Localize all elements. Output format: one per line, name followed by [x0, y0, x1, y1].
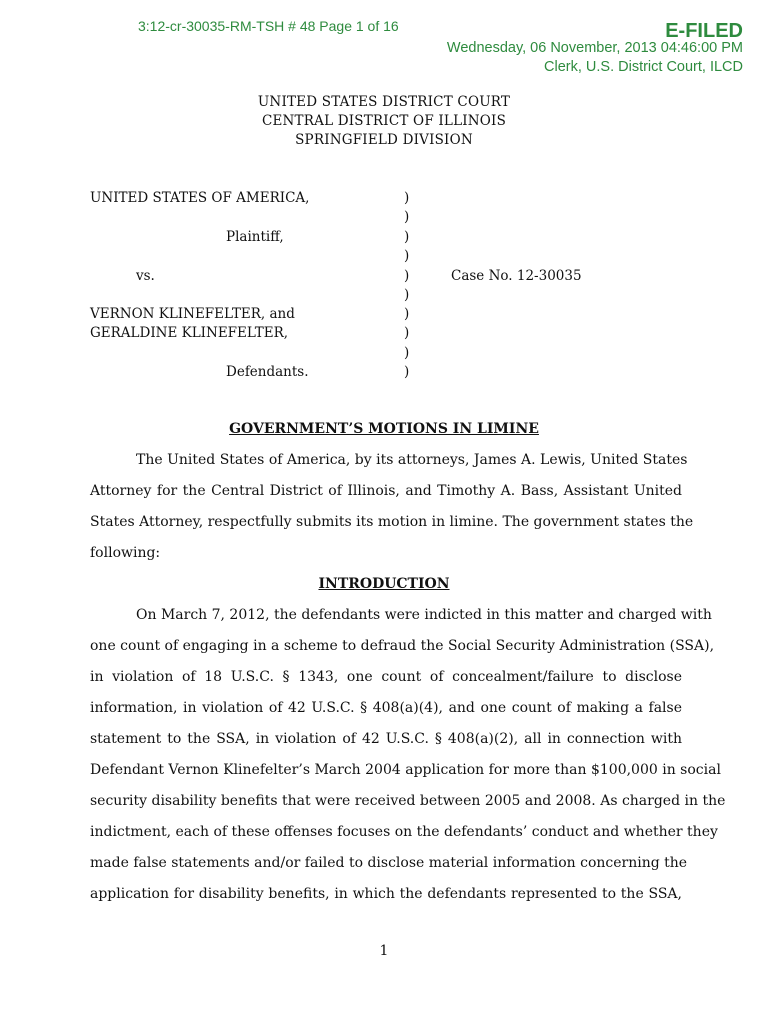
body-line: made false statements and/or failed to disclose material information concerning the [90, 855, 688, 871]
caption-paren: ) [404, 248, 410, 264]
caption-paren: ) [404, 190, 410, 206]
versus-label: vs. [136, 268, 155, 284]
body-line: one count of engaging in a scheme to defraud the Social Security Administration (SSA), [90, 638, 715, 654]
body-line: security disability benefits that were received between 2005 and 2008. As charged in the [90, 793, 726, 809]
case-number: Case No. 12-30035 [451, 268, 582, 284]
caption-paren: ) [404, 229, 410, 245]
court-division: SPRINGFIELD DIVISION [295, 132, 473, 148]
clerk-stamp: Clerk, U.S. District Court, ILCD [544, 59, 743, 75]
plaintiff-name: UNITED STATES OF AMERICA, [90, 190, 310, 206]
body-line: following: [90, 545, 161, 561]
section-heading: INTRODUCTION [318, 576, 450, 592]
court-district: CENTRAL DISTRICT OF ILLINOIS [261, 113, 507, 129]
court-name: UNITED STATES DISTRICT COURT [257, 94, 511, 110]
body-line: application for disability benefits, in which the defendants represented to the SSA, [90, 886, 682, 902]
defendant-2-name: GERALDINE KLINEFELTER, [90, 325, 289, 341]
body-line: in violation of 18 U.S.C. § 1343, one count of concealment/failure to disclose [90, 669, 682, 685]
body-line: Defendant Vernon Klinefelter’s March 2004 application for more than $100,000 in social [90, 762, 721, 778]
defendant-role: Defendants. [226, 364, 309, 380]
defendant-1-name: VERNON KLINEFELTER, and [90, 306, 295, 322]
body-line: information, in violation of 42 U.S.C. § 408(a)(4), and one count of making a false [90, 700, 682, 716]
case-stamp-line: 3:12-cr-30035-RM-TSH # 48 Page 1 of 16 [138, 18, 399, 34]
body-line: Attorney for the Central District of Illinois, and Timothy A. Bass, Assistant United [90, 483, 682, 499]
body-line: The United States of America, by its attorneys, James A. Lewis, United States [136, 452, 688, 468]
caption-paren: ) [404, 364, 410, 380]
document-title: GOVERNMENT’S MOTIONS IN LIMINE [229, 421, 539, 437]
caption-paren: ) [404, 287, 410, 303]
body-line: On March 7, 2012, the defendants were indicted in this matter and charged with [136, 607, 712, 623]
efiled-stamp: E-FILED [665, 20, 743, 42]
plaintiff-role: Plaintiff, [226, 229, 284, 245]
page-number: 1 [379, 943, 389, 959]
caption-paren: ) [404, 209, 410, 225]
caption-paren: ) [404, 325, 410, 341]
caption-paren: ) [404, 345, 410, 361]
body-line: States Attorney, respectfully submits its motion in limine. The government states the [90, 514, 694, 530]
body-line: indictment, each of these offenses focuses on the defendants’ conduct and whether they [90, 824, 718, 840]
filing-date-stamp: Wednesday, 06 November, 2013 04:46:00 PM [446, 40, 743, 56]
caption-paren: ) [404, 306, 410, 322]
body-line: statement to the SSA, in violation of 42 U.S.C. § 408(a)(2), all in connection with [90, 731, 682, 747]
caption-paren: ) [404, 268, 410, 284]
